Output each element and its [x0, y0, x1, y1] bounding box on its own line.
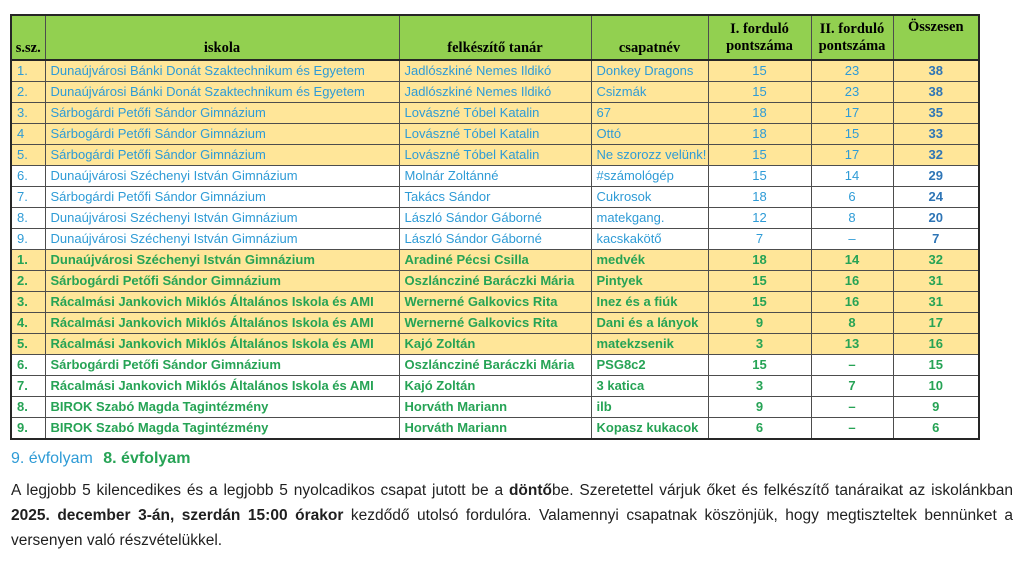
cell-sz: 7.	[11, 376, 45, 397]
cell-tanar: Oszláncziné Baráczki Mária	[399, 271, 591, 292]
cell-sz: 6.	[11, 166, 45, 187]
cell-iskola: Rácalmási Jankovich Miklós Általános Iskola és AMI	[45, 313, 399, 334]
cell-sz: 3.	[11, 292, 45, 313]
cell-sz: 5.	[11, 145, 45, 166]
cell-iskola: Dunaújvárosi Széchenyi István Gimnázium	[45, 250, 399, 271]
cell-iskola: Sárbogárdi Petőfi Sándor Gimnázium	[45, 145, 399, 166]
table-row	[11, 313, 979, 334]
closing-paragraph	[11, 478, 1013, 553]
cell-iskola: Sárbogárdi Petőfi Sándor Gimnázium	[45, 355, 399, 376]
cell-p1: 3	[708, 334, 811, 355]
cell-ossz: 24	[893, 187, 979, 208]
cell-csapat: Pintyek	[591, 271, 708, 292]
cell-sz: 8.	[11, 208, 45, 229]
column-header: I. forduló pontszáma	[708, 15, 811, 60]
column-header: s.sz.	[11, 15, 45, 60]
cell-sz: 3.	[11, 103, 45, 124]
cell-csapat: Inez és a fiúk	[591, 292, 708, 313]
table-row	[11, 124, 979, 145]
cell-iskola: Dunaújvárosi Széchenyi István Gimnázium	[45, 229, 399, 250]
cell-sz: 4	[11, 124, 45, 145]
paragraph-segment: be. Szeretettel várjuk őket és felkészítő tanáraikat az iskolánkban	[551, 482, 1013, 499]
cell-ossz: 31	[893, 292, 979, 313]
cell-sz: 4.	[11, 313, 45, 334]
table-row	[11, 376, 979, 397]
column-header: iskola	[45, 15, 399, 60]
cell-p1: 18	[708, 103, 811, 124]
table-header	[11, 15, 979, 60]
cell-tanar: Horváth Mariann	[399, 397, 591, 418]
cell-p2: –	[811, 355, 893, 376]
cell-tanar: Horváth Mariann	[399, 418, 591, 440]
cell-tanar: Jadlószkiné Nemes Ildikó	[399, 60, 591, 82]
table-row	[11, 82, 979, 103]
cell-p1: 6	[708, 418, 811, 440]
cell-p1: 15	[708, 145, 811, 166]
sheet-tabs	[11, 448, 190, 470]
cell-ossz: 7	[893, 229, 979, 250]
cell-p1: 9	[708, 313, 811, 334]
cell-iskola: BIROK Szabó Magda Tagintézmény	[45, 418, 399, 440]
paragraph-segment: 2025. december 3-án, szerdán 15:00 órakor	[11, 507, 344, 524]
results-table	[10, 14, 980, 440]
table-row	[11, 229, 979, 250]
cell-tanar: Aradiné Pécsi Csilla	[399, 250, 591, 271]
cell-tanar: Oszláncziné Baráczki Mária	[399, 355, 591, 376]
cell-csapat: Cukrosok	[591, 187, 708, 208]
cell-sz: 9.	[11, 418, 45, 440]
cell-iskola: Sárbogárdi Petőfi Sándor Gimnázium	[45, 103, 399, 124]
cell-ossz: 32	[893, 145, 979, 166]
cell-p1: 15	[708, 166, 811, 187]
table-row	[11, 60, 979, 82]
cell-p1: 15	[708, 60, 811, 82]
cell-p2: 15	[811, 124, 893, 145]
cell-csapat: kacskakötő	[591, 229, 708, 250]
cell-iskola: Dunaújvárosi Bánki Donát Szaktechnikum és Egyetem	[45, 60, 399, 82]
cell-tanar: Jadlószkiné Nemes Ildikó	[399, 82, 591, 103]
cell-sz: 7.	[11, 187, 45, 208]
cell-tanar: Lovászné Tóbel Katalin	[399, 124, 591, 145]
cell-iskola: Dunaújvárosi Széchenyi István Gimnázium	[45, 208, 399, 229]
cell-ossz: 33	[893, 124, 979, 145]
column-header: csapatnév	[591, 15, 708, 60]
cell-sz: 1.	[11, 250, 45, 271]
table-row	[11, 334, 979, 355]
cell-tanar: László Sándor Gáborné	[399, 208, 591, 229]
table-row	[11, 145, 979, 166]
cell-p1: 15	[708, 292, 811, 313]
cell-p2: 23	[811, 82, 893, 103]
table-body	[11, 60, 979, 439]
cell-p1: 15	[708, 355, 811, 376]
cell-csapat: Ottó	[591, 124, 708, 145]
cell-tanar: László Sándor Gáborné	[399, 229, 591, 250]
cell-ossz: 31	[893, 271, 979, 292]
cell-csapat: 3 katica	[591, 376, 708, 397]
cell-iskola: BIROK Szabó Magda Tagintézmény	[45, 397, 399, 418]
cell-ossz: 6	[893, 418, 979, 440]
results-table-container	[10, 14, 980, 440]
cell-tanar: Lovászné Tóbel Katalin	[399, 145, 591, 166]
table-row	[11, 103, 979, 124]
cell-p2: 7	[811, 376, 893, 397]
cell-ossz: 17	[893, 313, 979, 334]
cell-tanar: Wernerné Galkovics Rita	[399, 292, 591, 313]
cell-ossz: 9	[893, 397, 979, 418]
cell-p2: 13	[811, 334, 893, 355]
cell-sz: 6.	[11, 355, 45, 376]
table-row	[11, 355, 979, 376]
cell-csapat: Ne szorozz velünk!	[591, 145, 708, 166]
cell-ossz: 38	[893, 60, 979, 82]
cell-tanar: Kajó Zoltán	[399, 334, 591, 355]
cell-csapat: matekzsenik	[591, 334, 708, 355]
cell-csapat: PSG8c2	[591, 355, 708, 376]
cell-iskola: Dunaújvárosi Széchenyi István Gimnázium	[45, 166, 399, 187]
cell-p2: 16	[811, 271, 893, 292]
column-header: II. forduló pontszáma	[811, 15, 893, 60]
table-row	[11, 250, 979, 271]
paragraph-segment: kezdődő utolsó fordulóra. Valamennyi csapatnak köszönjük, hogy megtiszteltek bennünket a versenyen való részvételükkel.	[11, 507, 1013, 549]
column-header: Összesen	[893, 15, 979, 60]
cell-ossz: 16	[893, 334, 979, 355]
cell-iskola: Sárbogárdi Petőfi Sándor Gimnázium	[45, 271, 399, 292]
cell-tanar: Takács Sándor	[399, 187, 591, 208]
cell-p2: 17	[811, 145, 893, 166]
cell-p1: 18	[708, 124, 811, 145]
column-header: felkészítő tanár	[399, 15, 591, 60]
cell-iskola: Rácalmási Jankovich Miklós Általános Iskola és AMI	[45, 376, 399, 397]
cell-p2: 23	[811, 60, 893, 82]
cell-p2: 14	[811, 166, 893, 187]
table-row	[11, 271, 979, 292]
cell-ossz: 10	[893, 376, 979, 397]
cell-csapat: Dani és a lányok	[591, 313, 708, 334]
cell-ossz: 35	[893, 103, 979, 124]
cell-iskola: Sárbogárdi Petőfi Sándor Gimnázium	[45, 187, 399, 208]
cell-ossz: 32	[893, 250, 979, 271]
cell-iskola: Sárbogárdi Petőfi Sándor Gimnázium	[45, 124, 399, 145]
cell-iskola: Rácalmási Jankovich Miklós Általános Iskola és AMI	[45, 334, 399, 355]
cell-csapat: #számológép	[591, 166, 708, 187]
cell-p1: 9	[708, 397, 811, 418]
cell-p1: 7	[708, 229, 811, 250]
cell-p2: 17	[811, 103, 893, 124]
cell-ossz: 20	[893, 208, 979, 229]
table-row	[11, 292, 979, 313]
table-header-row	[11, 15, 979, 60]
cell-p2: 14	[811, 250, 893, 271]
cell-sz: 2.	[11, 82, 45, 103]
table-row	[11, 397, 979, 418]
paragraph-segment: döntő	[508, 482, 552, 499]
table-row	[11, 187, 979, 208]
cell-p1: 18	[708, 250, 811, 271]
cell-csapat: Donkey Dragons	[591, 60, 708, 82]
cell-p2: –	[811, 397, 893, 418]
cell-csapat: Kopasz kukacok	[591, 418, 708, 440]
cell-p1: 15	[708, 82, 811, 103]
cell-csapat: 67	[591, 103, 708, 124]
cell-csapat: medvék	[591, 250, 708, 271]
paragraph-segment: A legjobb 5 kilencedikes és a legjobb 5 nyolcadikos csapat jutott be a	[11, 482, 509, 499]
cell-p1: 18	[708, 187, 811, 208]
cell-sz: 9.	[11, 229, 45, 250]
cell-p2: 16	[811, 292, 893, 313]
cell-p1: 12	[708, 208, 811, 229]
tab-grade9[interactable]: 9. évfolyam	[11, 450, 93, 467]
cell-sz: 1.	[11, 60, 45, 82]
cell-tanar: Kajó Zoltán	[399, 376, 591, 397]
cell-p1: 15	[708, 271, 811, 292]
cell-ossz: 38	[893, 82, 979, 103]
table-row	[11, 208, 979, 229]
cell-tanar: Molnár Zoltánné	[399, 166, 591, 187]
cell-csapat: Csizmák	[591, 82, 708, 103]
cell-tanar: Lovászné Tóbel Katalin	[399, 103, 591, 124]
cell-p1: 3	[708, 376, 811, 397]
cell-p2: 8	[811, 208, 893, 229]
cell-csapat: matekgang.	[591, 208, 708, 229]
cell-sz: 2.	[11, 271, 45, 292]
table-row	[11, 166, 979, 187]
cell-sz: 5.	[11, 334, 45, 355]
cell-p2: 8	[811, 313, 893, 334]
cell-p2: –	[811, 229, 893, 250]
cell-iskola: Rácalmási Jankovich Miklós Általános Iskola és AMI	[45, 292, 399, 313]
cell-iskola: Dunaújvárosi Bánki Donát Szaktechnikum és Egyetem	[45, 82, 399, 103]
cell-p2: 6	[811, 187, 893, 208]
table-row	[11, 418, 979, 440]
cell-sz: 8.	[11, 397, 45, 418]
cell-ossz: 29	[893, 166, 979, 187]
cell-tanar: Wernerné Galkovics Rita	[399, 313, 591, 334]
cell-csapat: ilb	[591, 397, 708, 418]
cell-ossz: 15	[893, 355, 979, 376]
cell-p2: –	[811, 418, 893, 440]
tab-grade8[interactable]: 8. évfolyam	[103, 450, 191, 467]
